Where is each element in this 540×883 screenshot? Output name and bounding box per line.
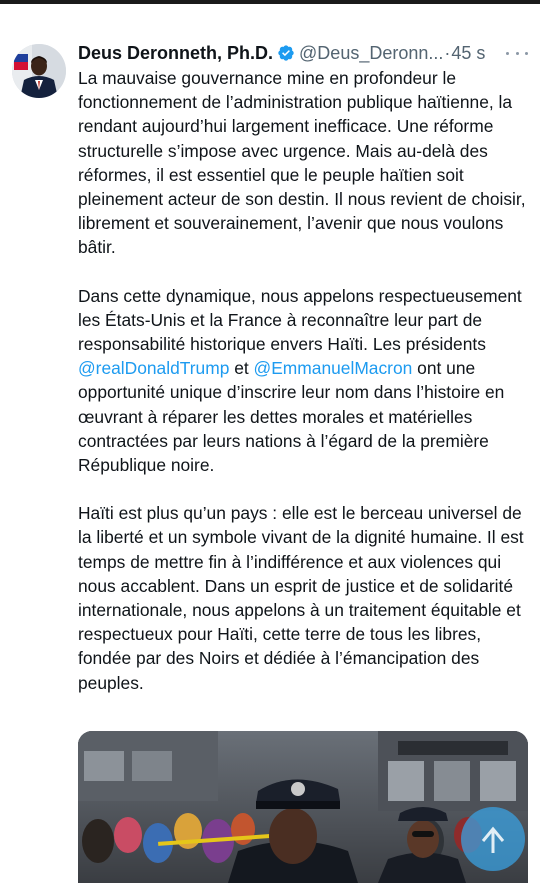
mention-link-realdonaldtrump[interactable]: @realDonaldTrump xyxy=(78,358,230,379)
text-segment: ont une opportunité unique d’inscrire leur nom dans l’histoire en œuvrant à réparer les dettes morales et matérielles contractées par leurs nations à l’égard de la première République noire. xyxy=(78,358,505,476)
tweet-paragraph: Haïti est plus qu’un pays : elle est le berceau universel de la liberté et un symbole vivant de la dignité humaine. Il est temps de mettre fin à l’indifférence et aux violences qui nous accablent. Dans un esprit de justice et de solidarité internationale, nous appelons à un traitement équitable et respectueux pour Haïti, cette terre de tous les libres, fondée par des Noirs et dédiée à l’émancipation des peuples. xyxy=(78,503,524,693)
mention-link-emmanuelmacron[interactable]: @EmmanuelMacron xyxy=(253,358,413,379)
header-separator: · xyxy=(444,43,451,63)
text-segment: et xyxy=(229,358,254,379)
user-handle[interactable]: @Deus_Deronn... xyxy=(299,43,444,63)
media-photo xyxy=(78,731,528,883)
tweet-text xyxy=(78,66,534,719)
more-options-icon[interactable] xyxy=(506,44,528,62)
avatar[interactable] xyxy=(12,44,66,98)
tweet[interactable] xyxy=(0,4,540,879)
tweet-media[interactable] xyxy=(78,731,528,883)
tweet-paragraph xyxy=(78,284,534,478)
display-name[interactable]: Deus Deronneth, Ph.D. xyxy=(78,43,274,63)
avatar-image xyxy=(12,44,66,98)
tweet-header xyxy=(78,40,528,66)
tweet-timestamp[interactable]: 45 s xyxy=(451,43,486,63)
tweet-paragraph: La mauvaise gouvernance mine en profondeur le fonctionnement de l’administration publique haïtienne, la rendant aujourd’hui largement inefficace. Une réforme structurelle s’impose avec urgence. Mais au-delà des réformes, il est essentiel que le peuple haïtien soit pleinement acteur de son destin. Il nous revient de choisir, librement et souverainement, l’avenir que nous voulons bâtir. xyxy=(78,68,526,258)
text-segment: Dans cette dynamique, nous appelons respectueusement les États-Unis et la France à reconnaître leur part de responsabilité historique envers Haïti. Les présidents xyxy=(78,285,522,355)
verified-badge-icon xyxy=(277,44,295,62)
